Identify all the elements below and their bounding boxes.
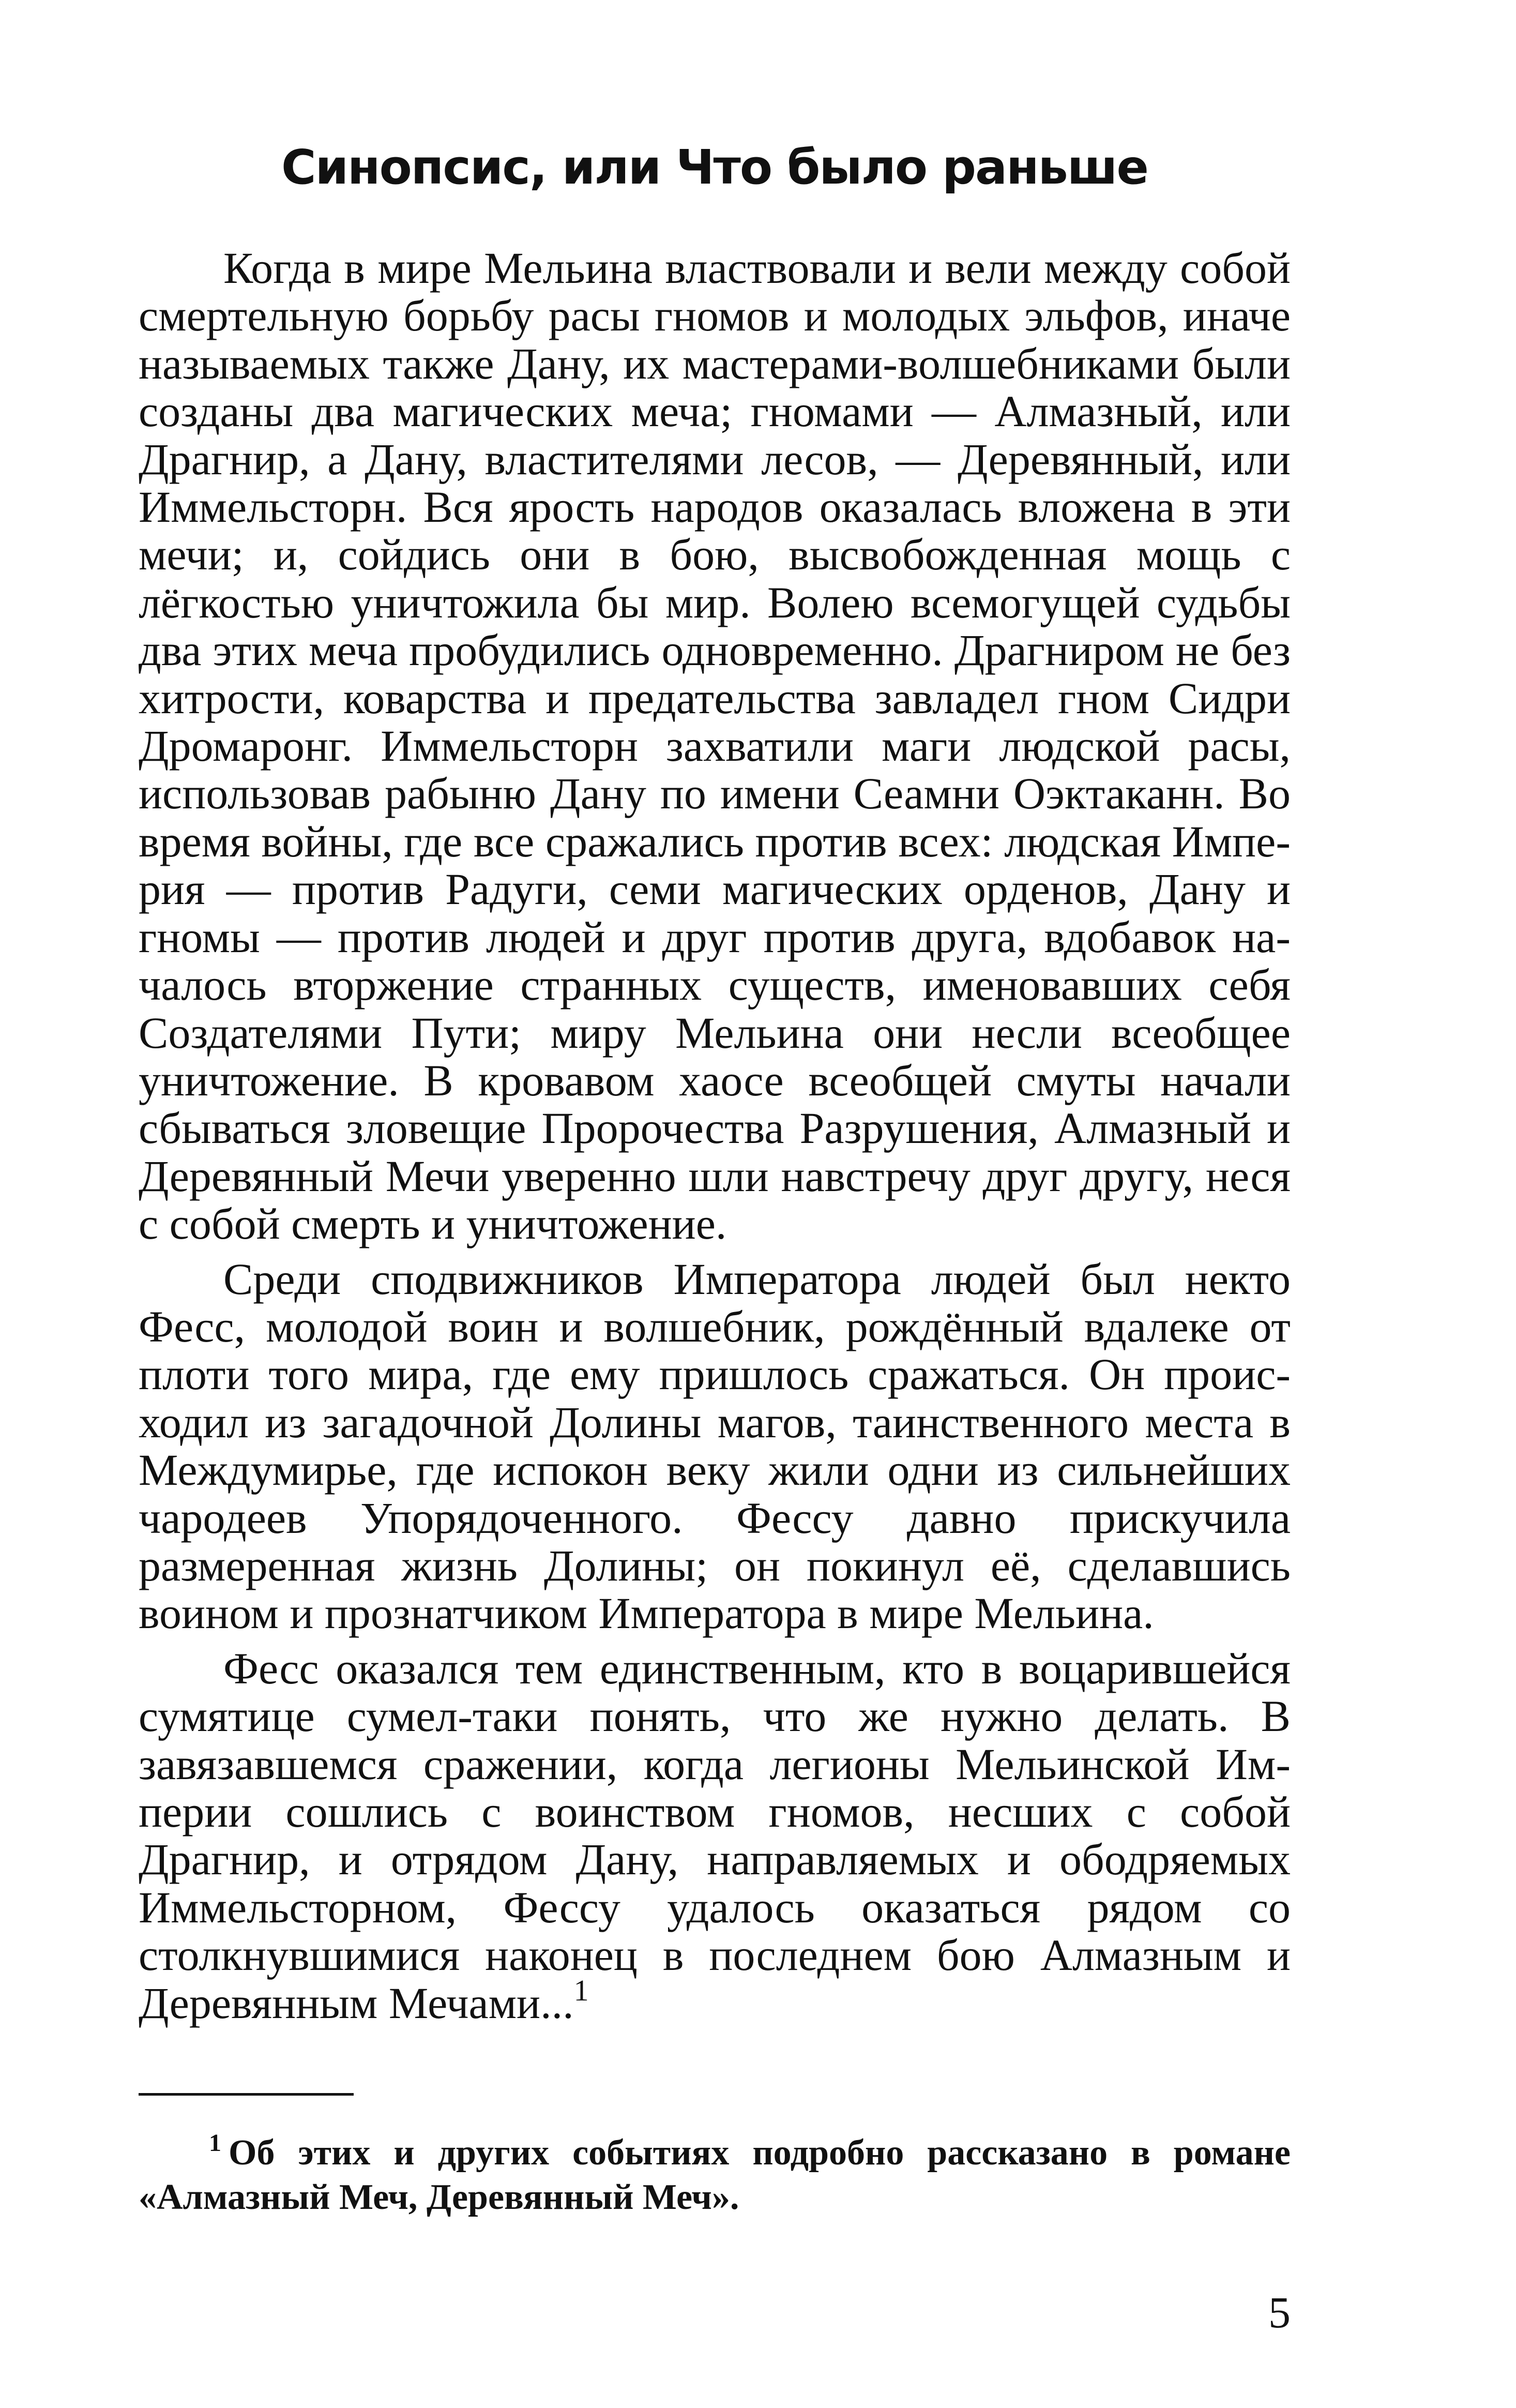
footnote-reference: 1 xyxy=(573,1973,589,2007)
footnote-divider xyxy=(139,2093,354,2096)
footnote-marker: 1 xyxy=(209,2129,221,2157)
page-content xyxy=(139,0,1291,2408)
footnote-paragraph xyxy=(139,2131,1291,2220)
paragraph-1: Когда в мире Мельина властвовали и вели между собой смертельную борьбу расы гномов и молодых эльфов, иначе называемых также Дану, их мастерами-волшебниками были созданы два магических меча; гномами — Алмазный, или Драгнир, а Дану, властителями лесов, — Деревянный, или Иммельсторн. Вся ярость народов оказалась вложена в эти мечи; и, сойдись они в бою, высвобожденная мощь с лёгкостью уничтожила бы мир. Волею всемогущей судьбы два этих меча пробудились одновременно. Драгниром не без хитрости, коварства и предательства завладел гном Сидри Дромаронг. Иммельсторн захватили маги людской расы, использовав рабыню Дану по имени Сеамни Оэктаканн. Во время войны, где все сражались против всех: людская Империя — против Радуги, семи магических орденов, Дану и гномы — против людей и друг против друга, вдобавок началось вторжение странных существ, именовавших себя Создателями Пути; миру Мельина они несли всеобщее уничтожение. В кровавом хаосе всеобщей смуты начали сбываться зловещие Пророчества Разрушения, Алмазный и Деревянный Мечи уверенно шли навстречу друг другу, неся с собой смерть и уничтожение. xyxy=(139,243,1291,1249)
footnote xyxy=(139,2131,1291,2220)
page-number: 5 xyxy=(1268,2287,1291,2337)
body-text xyxy=(139,244,1291,2027)
paragraph-3 xyxy=(139,1645,1291,2027)
chapter-heading: Синопсис, или Что было раньше xyxy=(281,140,1148,195)
paragraph-2: Среди сподвижников Императора людей был некто Фесс, молодой воин и волшебник, рождённый вдалеке от плоти того мира, где ему пришлось сражаться. Он происходил из загадочной Долины магов, таинственного места в Междумирье, где испокон веку жили одни из сильнейших чародеев Упорядоченного. Фессу давно прискучила размеренная жизнь Долины; он покинул её, сделавшись воином и прознатчиком Императора в мире Мельина. xyxy=(139,1254,1291,1638)
paragraph-3-text: Фесс оказался тем единственным, кто в воцарившейся сумятице сумел-таки понять, что же нужно делать. В завязавшемся сражении, когда легионы Мельинской Империи сошлись с воинством гномов, несших с собой Драгнир, и отрядом Дану, направляемых и ободряемых Иммельсторном, Фессу удалось оказаться рядом со столкнувшимися наконец в последнем бою Алмазным и Деревянным Мечами... xyxy=(139,1643,1291,2028)
footnote-text: Об этих и других событиях подробно рассказано в романе «Алмазный Меч, Деревянный Меч». xyxy=(139,2133,1291,2217)
